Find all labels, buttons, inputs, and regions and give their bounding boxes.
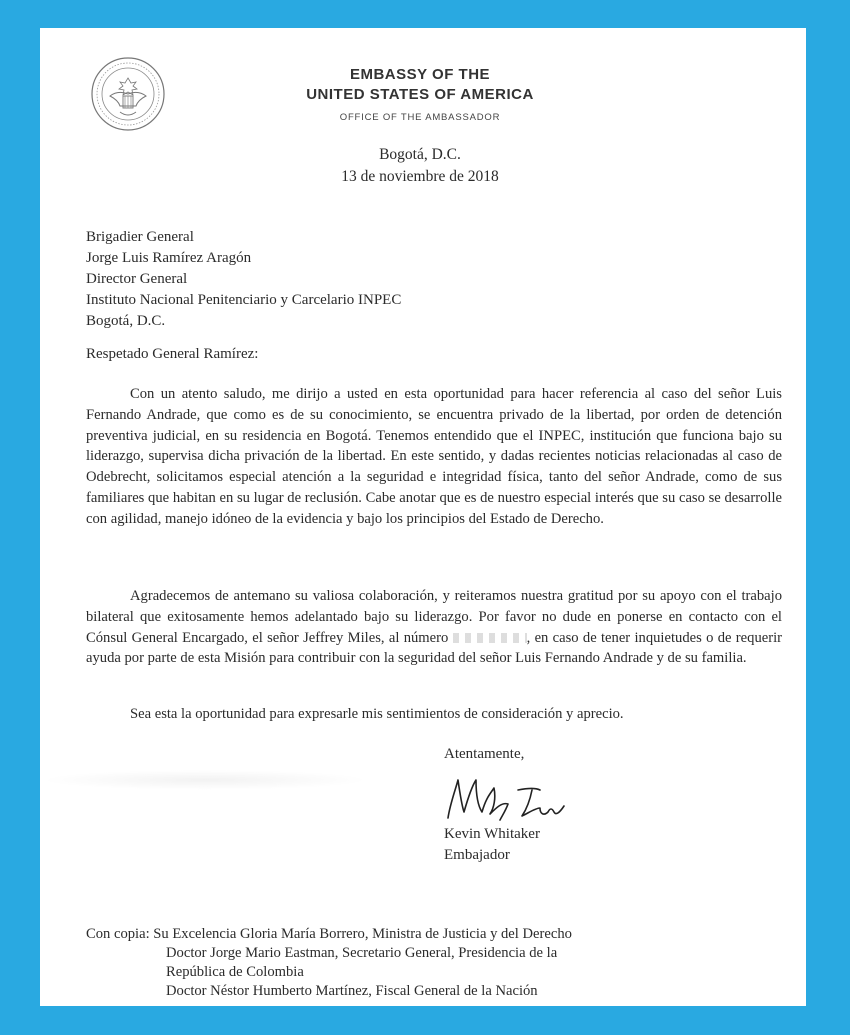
- copies-label: Con copia:: [86, 926, 150, 942]
- recipient-line: Jorge Luis Ramírez Aragón: [86, 250, 252, 266]
- letter-date: 13 de noviembre de 2018: [341, 168, 499, 185]
- letter-place: Bogotá, D.C.: [379, 146, 461, 163]
- copy-recipient: Doctor Jorge Mario Eastman, Secretario General, Presidencia de la: [166, 945, 558, 961]
- recipient-line: Bogotá, D.C.: [86, 313, 166, 329]
- signer-name: Kevin Whitaker: [444, 826, 540, 842]
- paragraph-text: [86, 586, 782, 669]
- letterhead-country: UNITED STATES OF AMERICA: [306, 86, 534, 103]
- signer-block: [444, 824, 540, 866]
- letterhead-embassy: EMBASSY OF THE: [349, 66, 491, 83]
- signature: [436, 768, 596, 828]
- paragraph-text-end: , en caso de tener inquietudes o de requerir ayuda por parte de esta Misión para contribuir con la seguridad del señor Luis Fernando Andrade y de su familia.: [86, 629, 782, 667]
- great-seal-icon: [90, 56, 166, 132]
- copy-recipient: República de Colombia: [166, 964, 304, 980]
- letterhead-office: OFFICE OF THE AMBASSADOR: [339, 112, 501, 123]
- closing: Atentamente,: [444, 746, 525, 762]
- recipient-block: [86, 227, 401, 332]
- recipient-line: Instituto Nacional Penitenciario y Carcelario INPEC: [86, 292, 402, 308]
- copy-recipient: Su Excelencia Gloria María Borrero, Ministra de Justicia y del Derecho: [153, 926, 572, 942]
- scan-smudge: [40, 770, 370, 790]
- salutation: Respetado General Ramírez:: [86, 346, 259, 362]
- paragraph-text: Con un atento saludo, me dirijo a usted en esta oportunidad para hacer referencia al caso del señor Luis Fernando Andrade, que como es de su conocimiento, se encuentra privado de la libertad, por orden de detención preventiva judicial, en su residencia en Bogotá. Tenemos entendido que el INPEC, institución que funciona bajo su liderazgo, supervisa dicha privación de la libertad. En este sentido, y dadas recientes noticias relacionadas al caso de Odebrecht, solicitamos especial atención a la seguridad e integridad física, tanto del señor Andrade, como de sus familiares que habitan en su lugar de reclusión. Cabe anotar que es de nuestro especial interés que su caso se desarrolle con agilidad, manejo idóneo de la evidencia y bajo los principios del Estado de Derecho.: [86, 386, 782, 527]
- letter-page: [40, 28, 806, 1006]
- recipient-line: Brigadier General: [86, 229, 194, 245]
- paragraph-text: Sea esta la oportunidad para expresarle mis sentimientos de consideración y aprecio.: [130, 706, 624, 722]
- copy-recipient: Doctor Néstor Humberto Martínez, Fiscal General de la Nación: [166, 983, 538, 999]
- redacted-phone-number: [453, 633, 527, 643]
- body-paragraph-1: [86, 384, 782, 530]
- body-paragraph-3: [86, 704, 782, 725]
- signer-title: Embajador: [444, 847, 510, 863]
- paragraph-text-start: Agradecemos de antemano su valiosa colaboración, y reiteramos nuestra gratitud por su apoyo con el trabajo bilateral que exitosamente hemos adelantado bajo su liderazgo. Por favor no dude en ponerse en contacto con el Cónsul General Encargado, el señor Jeffrey Miles, al número: [86, 588, 782, 646]
- body-paragraph-2: [86, 586, 782, 669]
- copies-block: [86, 925, 572, 1001]
- recipient-line: Director General: [86, 271, 188, 287]
